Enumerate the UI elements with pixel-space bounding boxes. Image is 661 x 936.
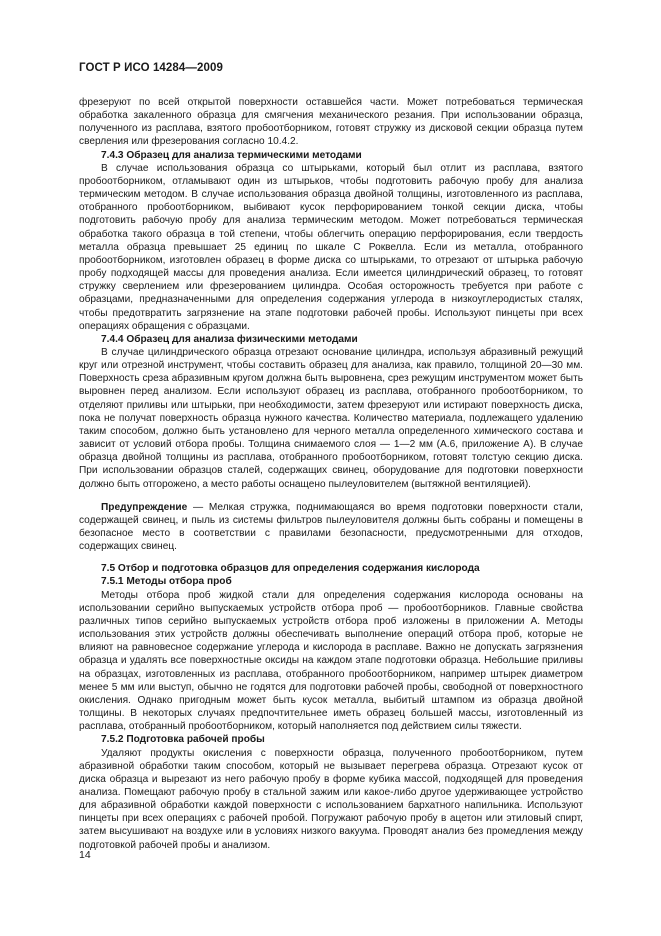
standard-header: ГОСТ Р ИСО 14284—2009: [79, 62, 224, 74]
paragraph-7-5-1: Методы отбора проб жидкой стали для определения содержания кислорода основаны на использовании серийно выпускаемых устройств отбора проб — пробоотборников. Главные свойства различных типов серийно выпускаемых устройств отбора проб изложены в приложении А. Методы использования этих устройств должны обеспечивать выполнение операций отбора проб, которые не влияют на равновесное содержание углерода и кислорода в расплаве. Важно не допускать загрязнения образца и удалять все поверхностные оксиды на каждом этапе подготовки образца. Небольшие приливы на образцах, изготовленных из расплава, отобранного пробоотборником, например штырек диаметром менее 5 мм или выступ, обычно не годятся для подготовки рабочей пробы, свободной от поверхностного окисления. Однако пригодным может быть кусок металла, выбитый штампом из образца двойной толщины. В некоторых случаях предпочтительнее иметь образец большей массы, изготовленный из расплава, отобранный пробоотборником, который наполняется под действием силы тяжести.: [79, 589, 583, 733]
heading-7-5-2: 7.5.2 Подготовка рабочей пробы: [101, 734, 265, 746]
heading-7-4-4: 7.4.4 Образец для анализа физическими методами: [101, 333, 358, 345]
paragraph-7-4-3: В случае использования образца со штырьками, который был отлит из расплава, взятого пробоотборником, отламывают один из штырьков, чтобы подготовить рабочую пробу для анализа термическим методом. В случае использования образца двойной толщины, изготовленного из расплава, отобранного пробоотборником, выбивают кусок перфорированием тонкой секции диска, чтобы подготовить рабочую пробу для анализа термическим методом. Может потребоваться термическая обработка такого образца в той степени, чтобы облегчить операцию перфорирования, если твердость металла образца превышает 25 единиц по шкале С Роквелла. Если из металла, отобранного пробоотборником, изготовлен образец в форме диска со штырьками, то отрезают от штырька рабочую пробу подходящей массы для проведения анализа. Если имеется цилиндрический образец, то готовят стружку сверлением или фрезерованием цилиндра. Особая осторожность требуется при работе с образцами, предназначенными для определения содержания углерода в низкоуглеродистых сталях, чтобы предотвратить загрязнение на этапе подготовки рабочей пробы. Используют пинцеты при всех операциях обращения с образцами.: [79, 162, 583, 332]
warning-label: Предупреждение: [101, 501, 188, 513]
body-text: [79, 96, 583, 852]
paragraph-7-4-4: В случае цилиндрического образца отрезают основание цилиндра, используя абразивный режущий круг или отрезной инструмент, чтобы составить образец для анализа, как правило, толщиной 20—30 мм. Поверхность среза абразивным кругом должна быть выровнена, срез режущим инструментом может быть выровнен перед анализом. Если используют образец из расплава, отобранного пробоотборником, то отделяют приливы или штырьки, при необходимости, затем фрезеруют или истирают поверхность диска, пока не получат поверхность образца нужного качества. Количество материала, подлежащего удалению таким способом, должно быть установлено для черного металла определенного химического состава и зависит от условий отбора пробы. Толщина снимаемого слоя — 1—2 мм (А.6, приложение А). В случае образца двойной толщины из расплава, отобранного пробоотборником, готовят толстую секцию диска. При использовании образцов сталей, содержащих свинец, оборудование для подготовки поверхности должно быть отгорожено, а место работы оснащено пылеуловителем (вытяжной вентиляцией).: [79, 346, 583, 490]
warning-paragraph: [79, 501, 583, 554]
paragraph-intro: фрезеруют по всей открытой поверхности оставшейся части. Может потребоваться термическая обработка закаленного образца для смягчения механического резания. При использовании образца, полученного из расплава, взятого пробоотборником, готовят стружку из дисковой секции образца путем сверления или фрезерования согласно 10.4.2.: [79, 97, 583, 148]
page-number: 14: [79, 849, 91, 861]
heading-7-5-1: 7.5.1 Методы отбора проб: [101, 576, 232, 588]
heading-7-4-3: 7.4.3 Образец для анализа термическими методами: [101, 149, 362, 161]
heading-7-5: 7.5 Отбор и подготовка образцов для определения содержания кислорода: [101, 563, 480, 575]
warning-text: — Мелкая стружка, поднимающаяся во время подготовки поверхности стали, содержащей свинец, и пыль из системы фильтров пылеуловителя должны быть собраны и помещены в безопасное место в соответствии с правилами безопасности, предусмотренными для отходов, содержащих свинец.: [79, 501, 583, 553]
paragraph-7-5-2: Удаляют продукты окисления с поверхности образца, полученного пробоотборником, путем абразивной обработки таким способом, который не вызывает перегрева образца. Отрезают кусок от диска образца и вырезают из него рабочую пробу в форме кубика массой, подходящей для проведения анализа. Помещают рабочую пробу в стальной зажим или какое-либо другое удерживающее устройство для абразивной обработки каждой поверхности с использованием бархатного напильника. Используют пинцеты при всех операциях с рабочей пробой. Погружают рабочую пробу в ацетон или этиловый спирт, затем высушивают на воздухе или в условиях низкого вакуума. Проводят анализ без промедления между подготовкой рабочей пробы и анализом.: [79, 747, 583, 851]
